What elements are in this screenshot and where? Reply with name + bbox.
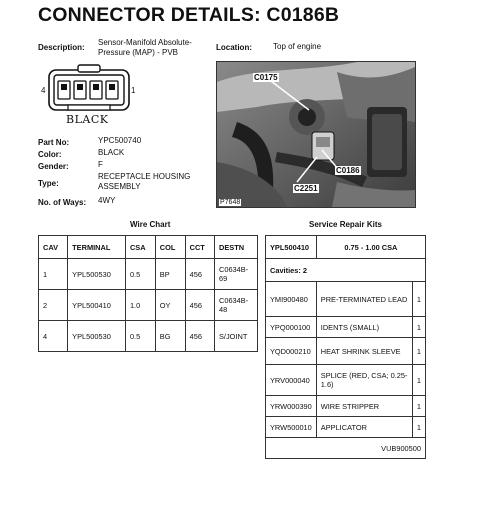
- col-cav: CAV: [39, 236, 68, 259]
- gender-value: F: [98, 160, 103, 169]
- kit-item-part: YRV000040: [266, 365, 317, 396]
- cell-cav: 2: [39, 290, 68, 321]
- part-no-value: YPC500740: [98, 136, 142, 145]
- cell-terminal: YPL500530: [68, 259, 126, 290]
- table-row: [266, 396, 426, 417]
- page-title: CONNECTOR DETAILS: C0186B: [38, 4, 340, 26]
- wire-chart-title: Wire Chart: [130, 220, 171, 229]
- table-row: [39, 321, 258, 352]
- type-label: Type:: [38, 179, 59, 188]
- description-value: Sensor-Manifold Absolute-Pressure (MAP) - PVB: [98, 38, 192, 57]
- callout-c0186: C0186: [336, 166, 360, 175]
- kit-item-desc: APPLICATOR: [316, 417, 412, 438]
- location-photo: [216, 61, 416, 208]
- col-destn: DESTN: [215, 236, 258, 259]
- kit-item-qty: 1: [412, 282, 425, 317]
- ways-label: No. of Ways:: [38, 198, 87, 207]
- cell-csa: 0.5: [125, 259, 155, 290]
- cell-cct: 456: [185, 259, 214, 290]
- kit-item-desc: WIRE STRIPPER: [316, 396, 412, 417]
- col-col: COL: [155, 236, 185, 259]
- type-value: RECEPTACLE HOUSING ASSEMBLY: [98, 172, 191, 191]
- cell-destn: S/JOINT: [215, 321, 258, 352]
- kit-part-number: YPL500410: [266, 236, 317, 259]
- table-row: [266, 417, 426, 438]
- kit-item-desc: IDENTS (SMALL): [316, 317, 412, 338]
- callout-c2251: C2251: [294, 184, 318, 193]
- kit-item-qty: 1: [412, 317, 425, 338]
- kit-footer-code: VUB900500: [266, 438, 426, 459]
- color-value: BLACK: [98, 148, 125, 157]
- table-row: [266, 365, 426, 396]
- repair-kits-title: Service Repair Kits: [309, 220, 382, 229]
- cell-csa: 0.5: [125, 321, 155, 352]
- description-label: Description:: [38, 43, 85, 52]
- location-value: Top of engine: [273, 42, 322, 51]
- connector-pin-right-number: 1: [131, 86, 136, 95]
- location-label: Location:: [216, 43, 252, 52]
- kit-cavities: Cavities: 2: [266, 259, 426, 282]
- cell-terminal: YPL500530: [68, 321, 126, 352]
- wire-chart-table: [38, 235, 258, 352]
- kit-item-part: YQD000210: [266, 338, 317, 365]
- table-row: [39, 259, 258, 290]
- kit-item-desc: PRE-TERMINATED LEAD: [316, 282, 412, 317]
- ways-value: 4WY: [98, 196, 116, 205]
- kit-item-part: YRW000390: [266, 396, 317, 417]
- table-row: [266, 282, 426, 317]
- cell-destn: C0634B-48: [215, 290, 258, 321]
- kit-item-qty: 1: [412, 417, 425, 438]
- kit-item-qty: 1: [412, 396, 425, 417]
- cell-cav: 4: [39, 321, 68, 352]
- col-terminal: TERMINAL: [68, 236, 126, 259]
- kit-item-desc: SPLICE (RED, CSA; 0.25-1.6): [316, 365, 412, 396]
- kit-csa-range: 0.75 - 1.00 CSA: [316, 236, 425, 259]
- cell-destn: C0634B-69: [215, 259, 258, 290]
- kit-item-part: YPQ000100: [266, 317, 317, 338]
- cell-terminal: YPL500410: [68, 290, 126, 321]
- kit-item-qty: 1: [412, 338, 425, 365]
- connector-color-label: BLACK: [66, 113, 109, 126]
- kit-item-desc: HEAT SHRINK SLEEVE: [316, 338, 412, 365]
- cell-cav: 1: [39, 259, 68, 290]
- connector-pin-left-number: 4: [41, 86, 46, 95]
- cell-cct: 456: [185, 290, 214, 321]
- kit-header-row: [266, 236, 426, 259]
- cell-col: BG: [155, 321, 185, 352]
- connector-face-drawing: [48, 64, 130, 112]
- kit-cavities-row: [266, 259, 426, 282]
- cell-col: OY: [155, 290, 185, 321]
- table-row: [266, 317, 426, 338]
- part-no-label: Part No:: [38, 138, 70, 147]
- color-label: Color:: [38, 150, 62, 159]
- table-row: [39, 290, 258, 321]
- col-cct: CCT: [185, 236, 214, 259]
- kit-footer-row: [266, 438, 426, 459]
- kit-item-part: YMI900480: [266, 282, 317, 317]
- callout-c0175: C0175: [254, 73, 278, 82]
- photo-id: P7648: [220, 199, 241, 206]
- cell-csa: 1.0: [125, 290, 155, 321]
- kit-item-part: YRW500010: [266, 417, 317, 438]
- cell-col: BP: [155, 259, 185, 290]
- table-row: [266, 338, 426, 365]
- wire-chart-header-row: [39, 236, 258, 259]
- col-csa: CSA: [125, 236, 155, 259]
- kit-item-qty: 1: [412, 365, 425, 396]
- cell-cct: 456: [185, 321, 214, 352]
- repair-kits-table: [265, 235, 426, 459]
- gender-label: Gender:: [38, 162, 69, 171]
